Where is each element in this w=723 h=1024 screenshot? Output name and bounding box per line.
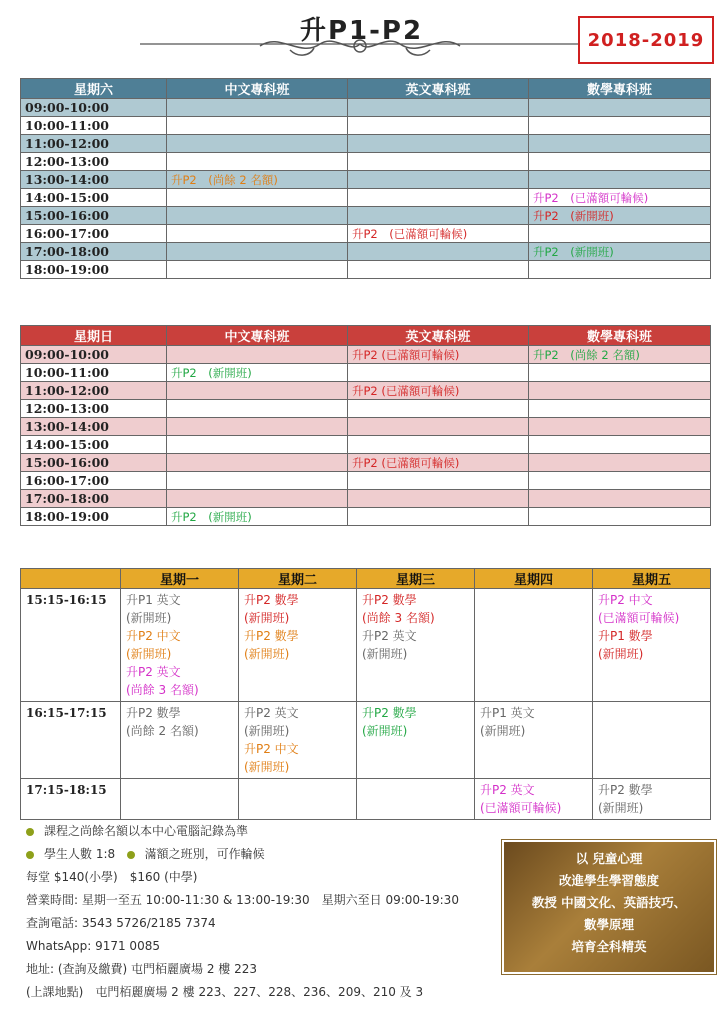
class-cell bbox=[348, 490, 529, 508]
class-cell bbox=[529, 99, 711, 117]
column-header: 星期一 bbox=[121, 569, 239, 589]
class-entry: (新開班) bbox=[126, 647, 172, 661]
note-text: 課程之尚餘名額以本中心電腦記錄為準 bbox=[44, 824, 249, 838]
hours-line: 營業時間: 星期一至五 10:00-11:30 & 13:00-19:30 星期六至日 09:00-19:30 bbox=[26, 893, 459, 907]
class-cell bbox=[529, 117, 711, 135]
class-entry: (尚餘 3 名額) bbox=[362, 611, 435, 625]
note-line bbox=[26, 843, 496, 866]
column-header: 星期二 bbox=[239, 569, 357, 589]
class-entry: (新開班) bbox=[598, 647, 644, 661]
column-header: 星期三 bbox=[357, 569, 475, 589]
saturday-schedule-table bbox=[20, 78, 711, 279]
class-entry: (新開班) bbox=[362, 647, 408, 661]
column-header: 英文專科班 bbox=[348, 326, 529, 346]
class-entry: 升P2 中文 bbox=[598, 593, 653, 607]
schedule-row bbox=[21, 382, 711, 400]
page-title: 升P1-P2 bbox=[299, 16, 424, 46]
schedule-row bbox=[21, 117, 711, 135]
saturday-rows bbox=[21, 99, 711, 279]
class-cell bbox=[167, 225, 348, 243]
class-cell bbox=[239, 779, 357, 820]
column-header: 星期日 bbox=[21, 326, 167, 346]
class-cell bbox=[121, 702, 239, 779]
class-cell: 升P2 (尚餘 2 名額) bbox=[167, 171, 348, 189]
schedule-row bbox=[21, 702, 711, 779]
class-cell bbox=[529, 400, 711, 418]
year-box: 2018-2019 bbox=[578, 16, 714, 64]
class-cell bbox=[593, 589, 711, 702]
class-cell bbox=[529, 382, 711, 400]
phone-line: 查詢電話: 3543 5726/2185 7374 bbox=[26, 916, 216, 930]
schedule-row bbox=[21, 225, 711, 243]
class-cell bbox=[529, 225, 711, 243]
time-slot: 12:00-13:00 bbox=[21, 400, 167, 418]
schedule-row bbox=[21, 261, 711, 279]
schedule-row bbox=[21, 346, 711, 364]
class-cell bbox=[348, 472, 529, 490]
bullet-icon bbox=[26, 828, 34, 836]
class-entry: 升P2 數學 bbox=[598, 783, 653, 797]
class-cell bbox=[529, 364, 711, 382]
weekday-schedule-table bbox=[20, 568, 711, 820]
class-cell bbox=[348, 364, 529, 382]
class-cell: 升P2 (已滿額可輪候) bbox=[348, 454, 529, 472]
time-slot: 16:15-17:15 bbox=[21, 702, 121, 779]
schedule-row bbox=[21, 436, 711, 454]
sunday-rows bbox=[21, 346, 711, 526]
class-cell bbox=[475, 779, 593, 820]
class-cell bbox=[167, 418, 348, 436]
class-cell bbox=[121, 779, 239, 820]
schedule-row bbox=[21, 171, 711, 189]
column-header: 星期六 bbox=[21, 79, 167, 99]
time-slot: 14:00-15:00 bbox=[21, 436, 167, 454]
price-line: 每堂 $140(小學) $160 (中學) bbox=[26, 870, 198, 884]
note-text: 滿額之班別，可作輪候 bbox=[144, 847, 265, 861]
class-entry: (新開班) bbox=[598, 801, 644, 815]
bullet-icon bbox=[26, 851, 34, 859]
class-cell bbox=[167, 472, 348, 490]
class-cell bbox=[348, 99, 529, 117]
promo-box bbox=[502, 840, 716, 974]
column-header: 中文專科班 bbox=[167, 326, 348, 346]
class-entry: (已滿額可輪候) bbox=[598, 611, 680, 625]
class-cell bbox=[239, 589, 357, 702]
class-entry: (新開班) bbox=[244, 611, 290, 625]
schedule-row bbox=[21, 472, 711, 490]
class-cell bbox=[529, 261, 711, 279]
time-slot: 17:15-18:15 bbox=[21, 779, 121, 820]
time-slot: 15:00-16:00 bbox=[21, 207, 167, 225]
time-slot: 17:00-18:00 bbox=[21, 490, 167, 508]
class-cell bbox=[167, 117, 348, 135]
class-entry: (新開班) bbox=[126, 611, 172, 625]
class-cell bbox=[167, 346, 348, 364]
class-cell bbox=[348, 436, 529, 454]
class-cell bbox=[357, 779, 475, 820]
class-cell bbox=[348, 117, 529, 135]
class-entry: (新開班) bbox=[244, 760, 290, 774]
class-cell bbox=[348, 261, 529, 279]
promo-line: 以 兒童心理 bbox=[575, 851, 643, 866]
class-entry: 升P2 中文 bbox=[126, 629, 181, 643]
schedule-row bbox=[21, 364, 711, 382]
class-entry: 升P2 數學 bbox=[244, 593, 299, 607]
class-entry: 升P2 中文 bbox=[244, 742, 299, 756]
class-cell bbox=[593, 779, 711, 820]
notes-section bbox=[26, 820, 496, 1004]
class-cell bbox=[121, 589, 239, 702]
time-slot: 17:00-18:00 bbox=[21, 243, 167, 261]
class-entry: 升P2 英文 bbox=[244, 706, 299, 720]
schedule-row bbox=[21, 153, 711, 171]
schedule-row bbox=[21, 189, 711, 207]
class-cell bbox=[475, 702, 593, 779]
address-line: 地址: (查詢及繳費) 屯門栢麗廣場 2 樓 223 bbox=[26, 962, 258, 976]
class-cell bbox=[348, 508, 529, 526]
whatsapp-line: WhatsApp: 9171 0085 bbox=[26, 939, 160, 953]
time-slot: 11:00-12:00 bbox=[21, 382, 167, 400]
class-cell bbox=[529, 418, 711, 436]
class-entry: (新開班) bbox=[480, 724, 526, 738]
class-cell bbox=[348, 189, 529, 207]
class-cell: 升P2 (新開班) bbox=[529, 243, 711, 261]
class-cell bbox=[593, 702, 711, 779]
class-cell: 升P2 (已滿額可輪候) bbox=[529, 189, 711, 207]
column-header: 數學專科班 bbox=[529, 79, 711, 99]
class-cell bbox=[167, 454, 348, 472]
time-slot: 18:00-19:00 bbox=[21, 261, 167, 279]
class-cell bbox=[167, 99, 348, 117]
column-header: 數學專科班 bbox=[529, 326, 711, 346]
schedule-row bbox=[21, 99, 711, 117]
column-header: 中文專科班 bbox=[167, 79, 348, 99]
bullet-icon bbox=[127, 851, 135, 859]
schedule-row bbox=[21, 135, 711, 153]
class-cell bbox=[167, 135, 348, 153]
time-slot: 09:00-10:00 bbox=[21, 346, 167, 364]
class-entry: 升P2 英文 bbox=[126, 665, 181, 679]
column-header: 英文專科班 bbox=[348, 79, 529, 99]
class-cell bbox=[348, 171, 529, 189]
saturday-header-row bbox=[21, 79, 711, 99]
class-cell bbox=[167, 382, 348, 400]
class-cell bbox=[529, 472, 711, 490]
promo-line: 培育全科精英 bbox=[571, 939, 647, 954]
corner-header bbox=[21, 569, 121, 589]
class-cell bbox=[167, 400, 348, 418]
class-cell bbox=[348, 135, 529, 153]
column-header: 星期四 bbox=[475, 569, 593, 589]
class-entry: 升P2 數學 bbox=[362, 706, 417, 720]
class-cell bbox=[167, 490, 348, 508]
class-cell bbox=[239, 702, 357, 779]
class-cell bbox=[529, 135, 711, 153]
time-slot: 13:00-14:00 bbox=[21, 418, 167, 436]
time-slot: 14:00-15:00 bbox=[21, 189, 167, 207]
class-cell: 升P2 (尚餘 2 名額) bbox=[529, 346, 711, 364]
promo-line: 改進學生學習態度 bbox=[558, 873, 659, 888]
weekday-rows bbox=[21, 589, 711, 820]
sunday-header-row bbox=[21, 326, 711, 346]
class-cell: 升P2 (新開班) bbox=[167, 508, 348, 526]
class-entry: (新開班) bbox=[244, 724, 290, 738]
class-cell: 升P2 (新開班) bbox=[529, 207, 711, 225]
class-cell bbox=[348, 418, 529, 436]
class-cell bbox=[357, 702, 475, 779]
class-cell bbox=[167, 261, 348, 279]
schedule-row bbox=[21, 400, 711, 418]
class-entry: 升P1 數學 bbox=[598, 629, 653, 643]
promo-line: 數學原理 bbox=[583, 917, 634, 932]
class-cell bbox=[348, 207, 529, 225]
class-entry: (尚餘 2 名額) bbox=[126, 724, 199, 738]
time-slot: 16:00-17:00 bbox=[21, 472, 167, 490]
time-slot: 18:00-19:00 bbox=[21, 508, 167, 526]
note-line bbox=[26, 820, 496, 843]
ornament-divider bbox=[140, 30, 580, 62]
class-entry: 升P2 數學 bbox=[244, 629, 299, 643]
class-cell bbox=[167, 243, 348, 261]
class-entry: (新開班) bbox=[362, 724, 408, 738]
note-text: 學生人數 1:8 bbox=[44, 847, 116, 861]
class-entry: 升P2 英文 bbox=[362, 629, 417, 643]
class-cell bbox=[167, 436, 348, 454]
class-entry: 升P2 數學 bbox=[126, 706, 181, 720]
class-entry: 升P2 數學 bbox=[362, 593, 417, 607]
class-entry: 升P1 英文 bbox=[480, 706, 535, 720]
time-slot: 16:00-17:00 bbox=[21, 225, 167, 243]
class-cell bbox=[348, 153, 529, 171]
schedule-row bbox=[21, 454, 711, 472]
class-cell bbox=[357, 589, 475, 702]
class-cell bbox=[348, 243, 529, 261]
class-cell bbox=[167, 189, 348, 207]
time-slot: 10:00-11:00 bbox=[21, 364, 167, 382]
class-cell bbox=[167, 207, 348, 225]
promo-line: 教授 中國文化、英語技巧、 bbox=[531, 895, 687, 910]
time-slot: 15:00-16:00 bbox=[21, 454, 167, 472]
time-slot: 12:00-13:00 bbox=[21, 153, 167, 171]
class-cell: 升P2 (已滿額可輪候) bbox=[348, 346, 529, 364]
time-slot: 15:15-16:15 bbox=[21, 589, 121, 702]
weekday-header-row bbox=[21, 569, 711, 589]
class-cell: 升P2 (已滿額可輪候) bbox=[348, 382, 529, 400]
class-cell bbox=[475, 589, 593, 702]
class-cell: 升P2 (新開班) bbox=[167, 364, 348, 382]
class-cell bbox=[529, 490, 711, 508]
class-cell bbox=[529, 508, 711, 526]
schedule-row bbox=[21, 508, 711, 526]
time-slot: 09:00-10:00 bbox=[21, 99, 167, 117]
class-entry: (新開班) bbox=[244, 647, 290, 661]
class-entry: (已滿額可輪候) bbox=[480, 801, 562, 815]
class-entry: 升P2 英文 bbox=[480, 783, 535, 797]
class-cell: 升P2 (已滿額可輪候) bbox=[348, 225, 529, 243]
class-cell bbox=[348, 400, 529, 418]
time-slot: 13:00-14:00 bbox=[21, 171, 167, 189]
class-cell bbox=[529, 153, 711, 171]
class-cell bbox=[529, 171, 711, 189]
time-slot: 11:00-12:00 bbox=[21, 135, 167, 153]
schedule-row bbox=[21, 779, 711, 820]
schedule-row bbox=[21, 243, 711, 261]
schedule-row bbox=[21, 418, 711, 436]
class-entry: (尚餘 3 名額) bbox=[126, 683, 199, 697]
schedule-row bbox=[21, 589, 711, 702]
class-cell bbox=[167, 153, 348, 171]
schedule-row bbox=[21, 207, 711, 225]
class-entry: 升P1 英文 bbox=[126, 593, 181, 607]
class-location-line: (上課地點) 屯門栢麗廣場 2 樓 223、227、228、236、209、210 及 3 bbox=[26, 985, 424, 999]
sunday-schedule-table bbox=[20, 325, 711, 526]
schedule-row bbox=[21, 490, 711, 508]
column-header: 星期五 bbox=[593, 569, 711, 589]
time-slot: 10:00-11:00 bbox=[21, 117, 167, 135]
class-cell bbox=[529, 436, 711, 454]
class-cell bbox=[529, 454, 711, 472]
